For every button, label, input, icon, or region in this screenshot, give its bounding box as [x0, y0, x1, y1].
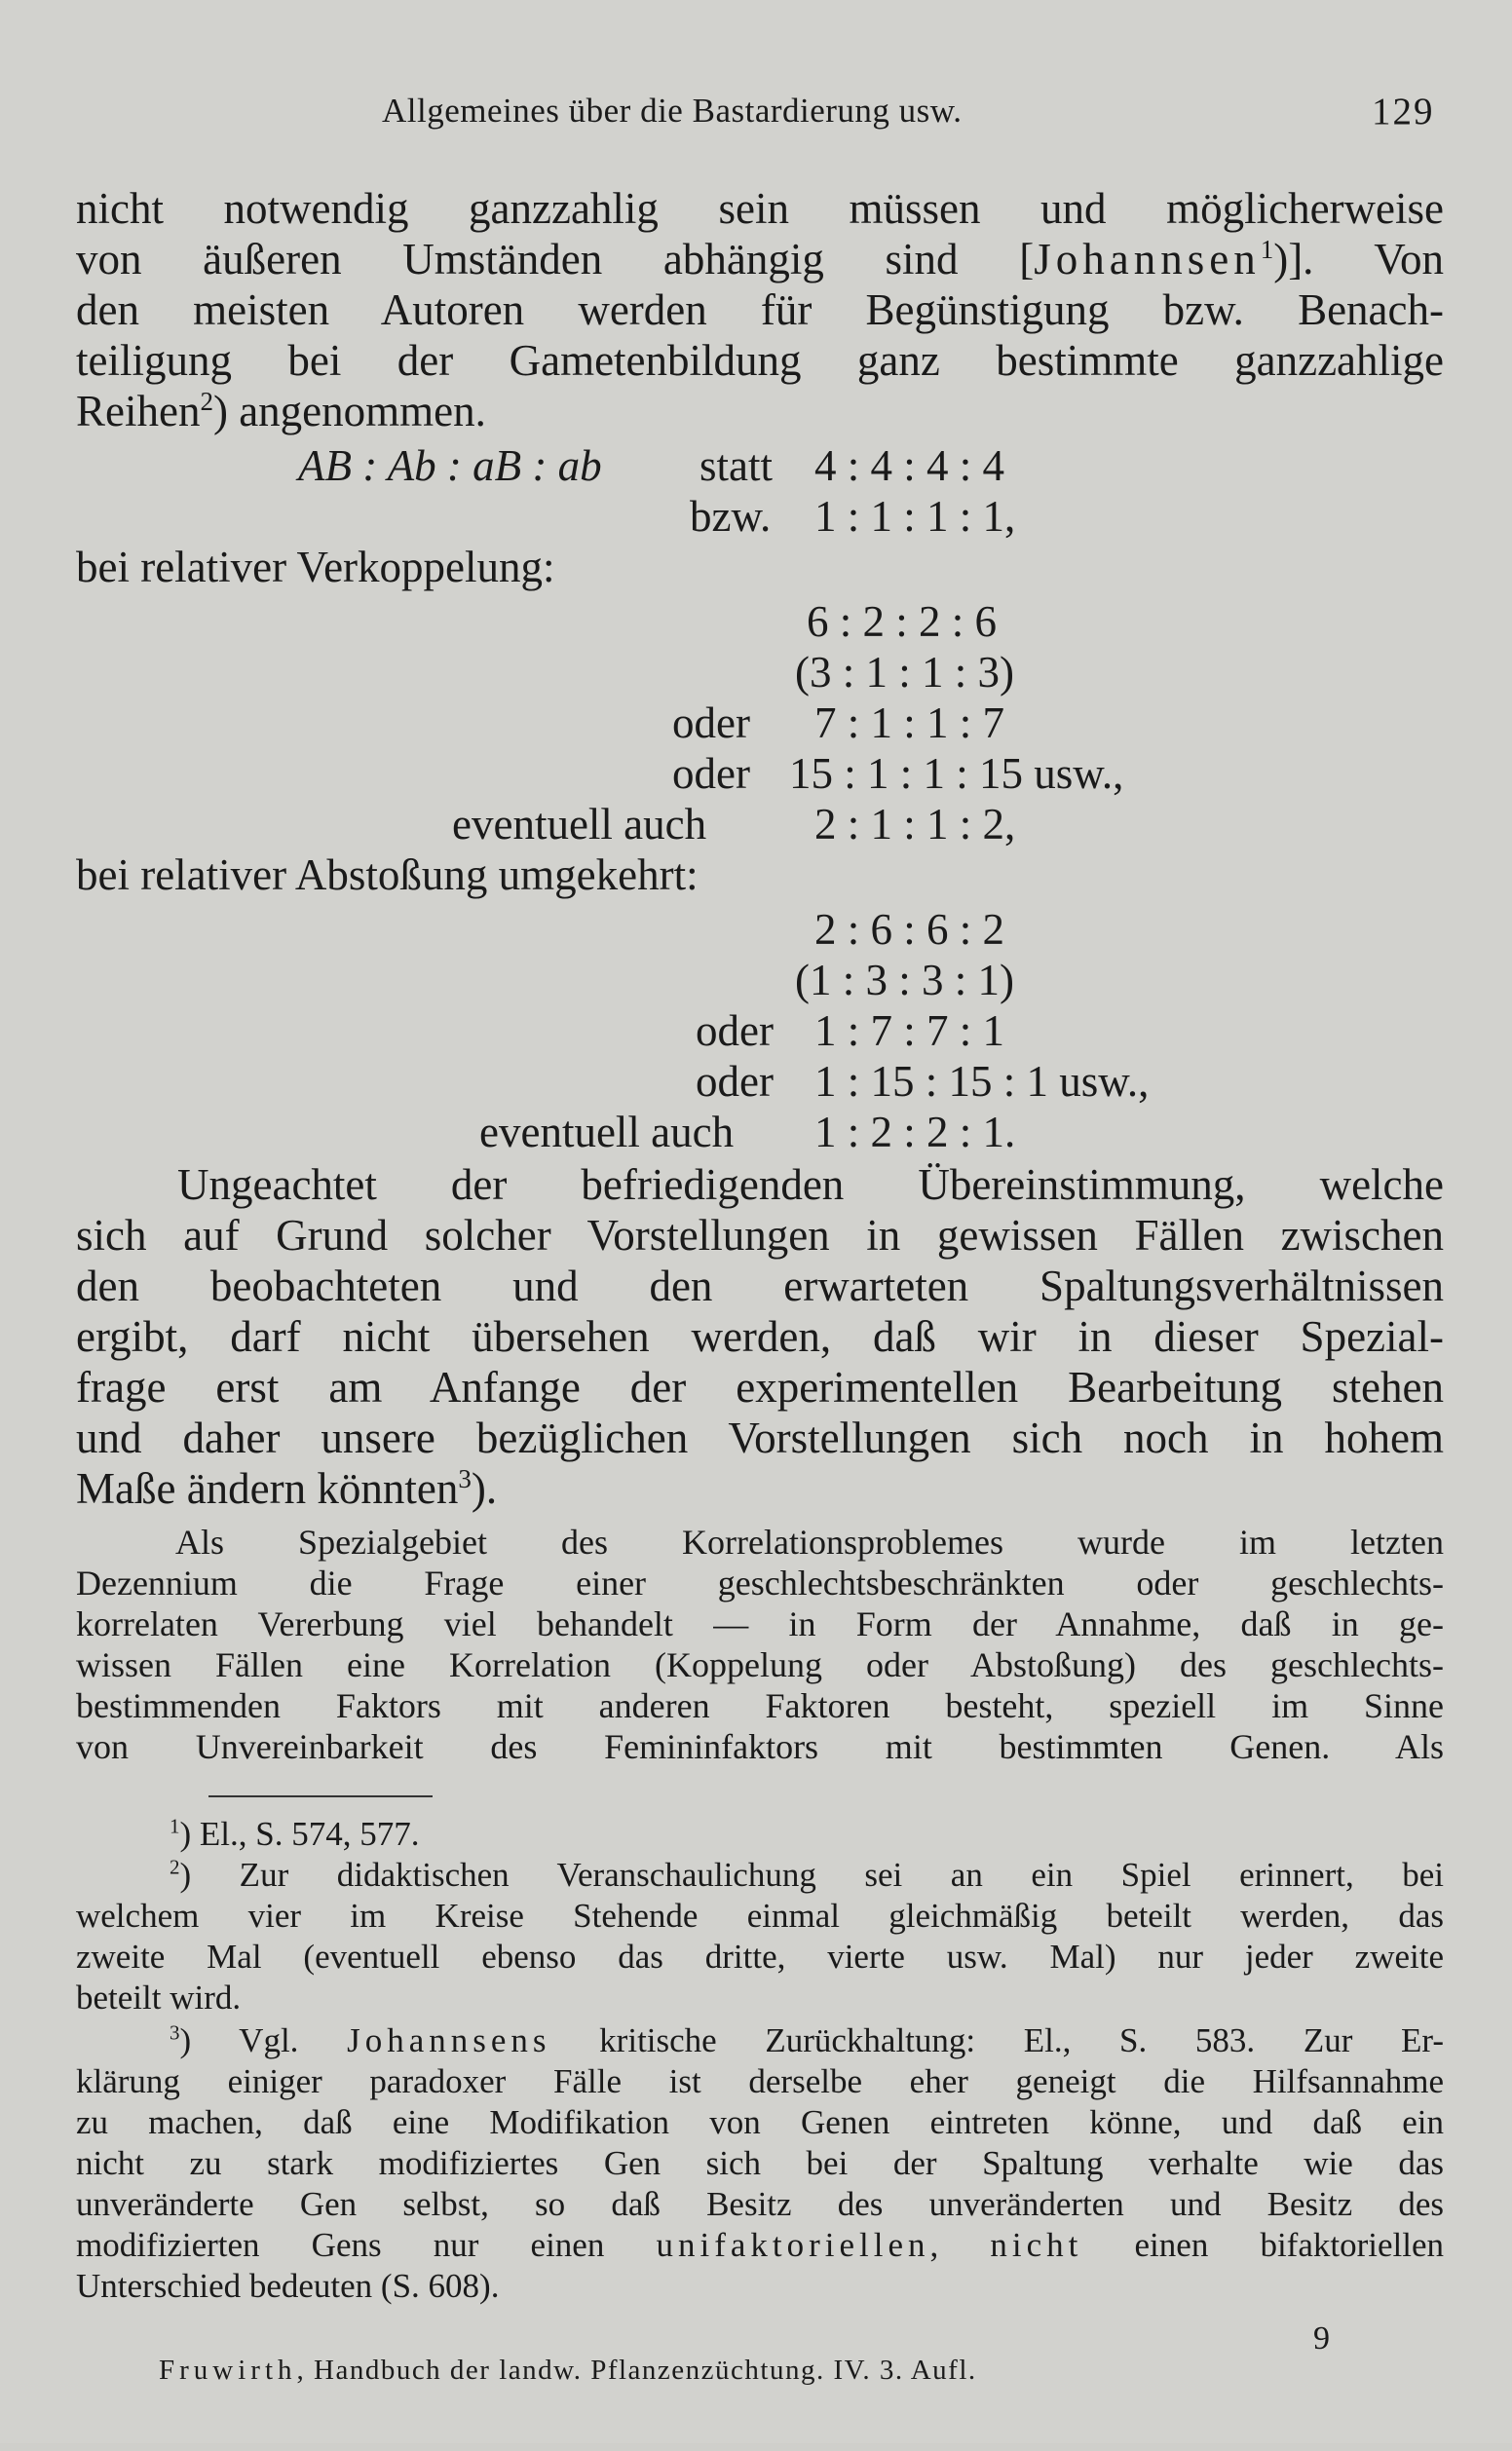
ratio-row: 1 : 2 : 2 : 1.: [814, 1108, 1016, 1156]
footnote-marker: 2: [170, 1855, 180, 1879]
text-line: nicht notwendig ganzzahlig sein müssen und möglicherweise: [76, 184, 1444, 233]
ratio-equal: 4 : 4 : 4 : 4: [814, 441, 1005, 490]
ratio-row: 2 : 1 : 1 : 2,: [814, 800, 1016, 848]
ratio-unit: 1 : 1 : 1 : 1,: [814, 492, 1016, 541]
text-line: modifizierten Gens nur einen unifaktoriellen, nicht einen bifaktoriellen: [76, 2226, 1444, 2264]
text-line: und daher unsere bezüglichen Vorstellungen sich noch in hohem: [76, 1414, 1444, 1462]
text-line: welchem vier im Kreise Stehende einmal gleichmäßig beteilt werden, das: [76, 1897, 1444, 1935]
genotype-formula: AB : Ab : aB : ab: [298, 441, 602, 490]
footnote-ref: 2: [200, 387, 213, 416]
text-line: den meisten Autoren werden für Begünstigung bzw. Benach-: [76, 285, 1444, 334]
text-line: wissen Fällen eine Korrelation (Koppelung oder Abstoßung) des geschlechts-: [76, 1645, 1444, 1684]
text-line: Ungeachtet der befriedigenden Übereinstimmung, welche: [177, 1160, 1444, 1209]
page-number: 129: [1372, 91, 1435, 132]
text-line: $^1$) El., S. 574, 577.: [170, 1814, 420, 1853]
author-name: Johannsen: [1034, 235, 1261, 283]
text-line: Maße ändern könnten$^3$).: [76, 1464, 498, 1513]
ratio-row: 1 : 7 : 7 : 1: [814, 1006, 1005, 1055]
text-line: beteilt wird.: [76, 1979, 242, 2017]
footnote-ref: 3: [458, 1464, 472, 1493]
text-line: Reihen$^2$) angenommen.: [76, 387, 486, 435]
author-name: Johannsens: [347, 2021, 551, 2059]
text-line: zu machen, daß eine Modifikation von Genen eintreten könne, und daß ein: [76, 2103, 1444, 2141]
coupling-heading: bei relativer Verkoppelung:: [76, 543, 555, 591]
text-line: bestimmenden Faktors mit anderen Faktoren besteht, speziell im Sinne: [76, 1686, 1444, 1725]
ratio-label: oder: [696, 1057, 774, 1106]
ratio-label: oder: [696, 1006, 774, 1055]
text-line: von Unvereinbarkeit des Femininfaktors mit bestimmten Genen. Als: [76, 1727, 1444, 1766]
text-line: Unterschied bedeuten (S. 608).: [76, 2267, 500, 2305]
footnote-1: [76, 1814, 1444, 1855]
ratio-row: 6 : 2 : 2 : 6: [807, 597, 998, 646]
signature-mark: 9: [1313, 2320, 1332, 2357]
text-line: teiligung bei der Gametenbildung ganz bestimmte ganzzahlige: [76, 336, 1444, 385]
footnote-3: [76, 2020, 1444, 2307]
ratio-row: 15 : 1 : 1 : 15 usw.,: [789, 749, 1124, 798]
text-line: frage erst am Anfange der experimentellen Bearbeitung stehen: [76, 1363, 1444, 1412]
text-line: korrelaten Vererbung viel behandelt — in Form der Annahme, daß in ge-: [76, 1604, 1444, 1643]
ratio-label: eventuell auch: [479, 1108, 735, 1156]
footer-author: Fruwirth: [159, 2355, 297, 2386]
text-line: von äußeren Umständen abhängig sind [Johannsen$^1$)]. Von: [76, 235, 1444, 283]
ratio-label: oder: [672, 749, 750, 798]
text-line: zweite Mal (eventuell ebenso das dritte, vierte usw. Mal) nur jeder zweite: [76, 1938, 1444, 1976]
footer-text: , Handbuch der landw. Pflanzenzüchtung. IV. 3. Aufl.: [296, 2355, 977, 2386]
statt-label: statt: [699, 441, 773, 490]
footnote-ref: 1: [1260, 235, 1274, 264]
text-line: den beobachteten und den erwarteten Spaltungsverhältnissen: [76, 1262, 1444, 1310]
ratio-row: (1 : 3 : 3 : 1): [795, 956, 1014, 1004]
ratio-label: oder: [672, 698, 750, 747]
text-line: ergibt, darf nicht übersehen werden, daß wir in dieser Spezial-: [76, 1312, 1444, 1361]
text-line: unveränderte Gen selbst, so daß Besitz des unveränderten und Besitz des: [76, 2185, 1444, 2223]
ratio-label: eventuell auch: [452, 800, 707, 848]
text-line: klärung einiger paradoxer Fälle ist derselbe eher geneigt die Hilfsannahme: [76, 2062, 1444, 2100]
ratio-row: 7 : 1 : 1 : 7: [814, 698, 1005, 747]
running-header: [0, 86, 1512, 144]
repulsion-heading: bei relativer Abstoßung umgekehrt:: [76, 850, 699, 899]
footnote-2: [76, 1855, 1444, 2018]
text-line: $^3$) Vgl. Johannsens kritische Zurückhaltung: El., S. 583. Zur Er-: [170, 2020, 1444, 2059]
running-title: Allgemeines über die Bastardierung usw.: [382, 92, 963, 130]
ratio-row: 1 : 15 : 15 : 1 usw.,: [814, 1057, 1150, 1106]
footnote-marker: 3: [170, 2020, 180, 2045]
text-line: sich auf Grund solcher Vorstellungen in gewissen Fällen zwischen: [76, 1211, 1444, 1260]
paragraph-3: [76, 1522, 1444, 1767]
page-footer: [125, 2320, 1332, 2451]
ratio-row: 2 : 6 : 6 : 2: [814, 905, 1005, 954]
paragraph-1: [76, 183, 1444, 436]
spaced-emphasis: unifaktoriellen: [656, 2226, 930, 2264]
text-line: nicht zu stark modifiziertes Gen sich bei der Spaltung verhalte wie das: [76, 2144, 1444, 2182]
text-line: $^2$) Zur didaktischen Veranschaulichung sei an ein Spiel erinnert, bei: [170, 1855, 1444, 1894]
footnote-separator: [208, 1795, 433, 1797]
text-line: Als Spezialgebiet des Korrelationsproblemes wurde im letzten: [175, 1523, 1444, 1562]
footnote-marker: 1: [170, 1814, 180, 1838]
paragraph-2: [76, 1159, 1444, 1514]
spaced-emphasis: nicht: [990, 2226, 1083, 2264]
bzw-label: bzw.: [690, 492, 772, 541]
ratio-row: (3 : 1 : 1 : 3): [795, 648, 1014, 697]
text-line: Dezennium die Frage einer geschlechtsbeschränkten oder geschlechts-: [76, 1564, 1444, 1603]
